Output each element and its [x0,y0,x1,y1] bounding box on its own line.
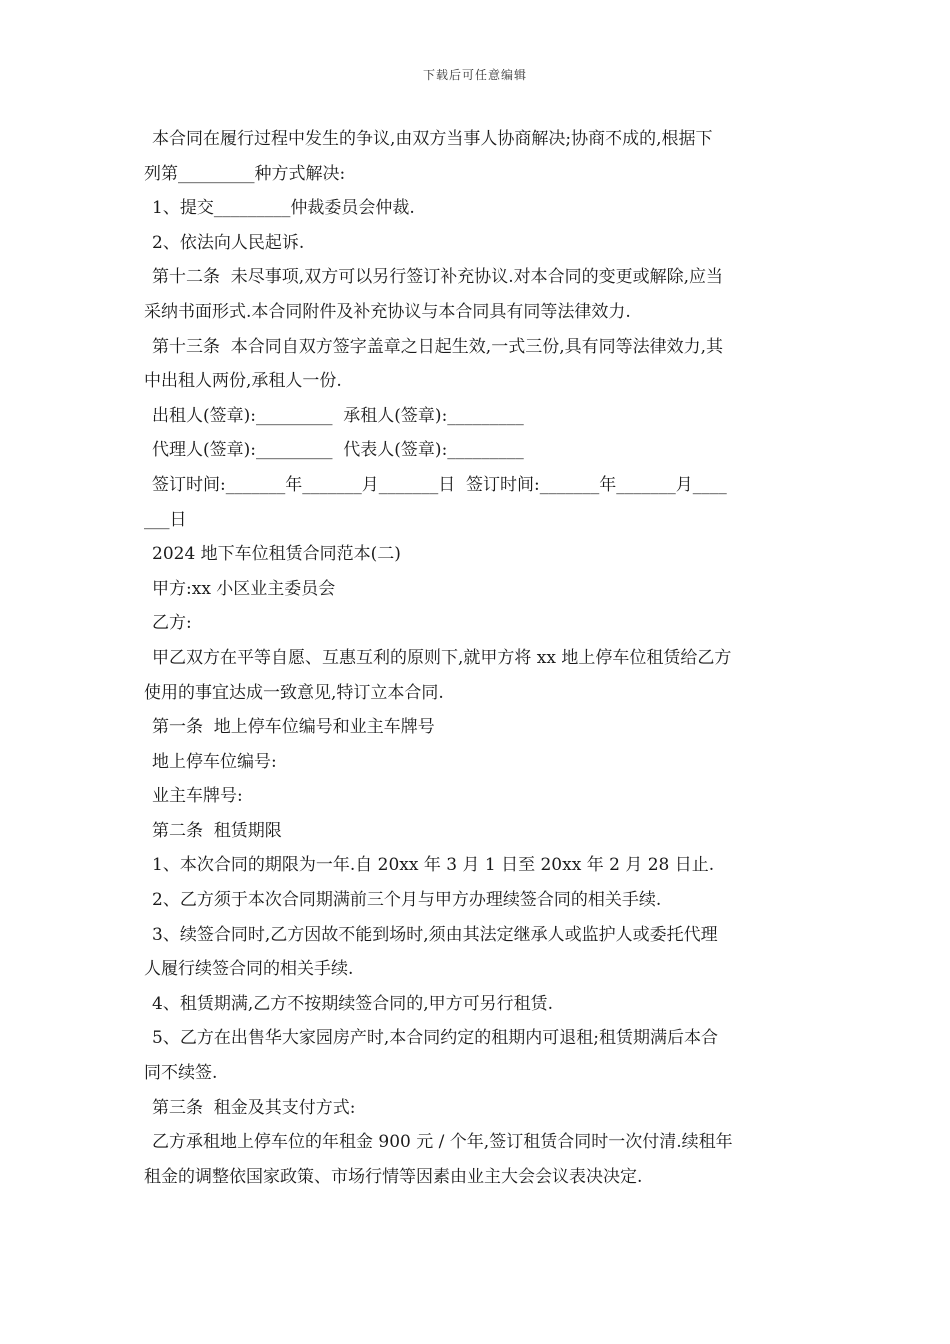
text-line: 4、租赁期满,乙方不按期续签合同的,甲方可另行租赁. [152,993,554,1014]
text-line: 业主车牌号: [152,786,243,807]
text-line: 第一条 地上停车位编号和业主车牌号 [152,717,435,738]
text-line: 2024 地下车位租赁合同范本(二) [152,544,401,565]
text-line: 签订时间:_______年_______月_______日 签订时间:_______年_______月____ [152,474,727,495]
text-line: 3、续签合同时,乙方因故不能到场时,须由其法定继承人或监护人或委托代理 [152,924,718,945]
text-line: ___日 [144,509,187,530]
text-line: 第三条 租金及其支付方式: [152,1097,356,1118]
document-body [144,122,809,1194]
text-line: 5、乙方在出售华大家园房产时,本合同约定的租期内可退租;租赁期满后本合 [152,1028,718,1049]
text-line: 1、提交_________仲裁委员会仲裁. [152,198,415,219]
text-line: 第十三条 本合同自双方签字盖章之日起生效,一式三份,具有同等法律效力,其 [152,336,724,357]
text-line: 列第_________种方式解决: [144,163,346,184]
text-line: 乙方承租地上停车位的年租金 900 元 / 个年,签订租赁合同时一次付清.续租年 [152,1132,733,1153]
text-line: 使用的事宜达成一致意见,特订立本合同. [144,682,444,703]
text-line: 2、乙方须于本次合同期满前三个月与甲方办理续签合同的相关手续. [152,890,662,911]
text-line: 1、本次合同的期限为一年.自 20xx 年 3 月 1 日至 20xx 年 2 月 28 日止. [152,855,715,876]
text-line: 第十二条 未尽事项,双方可以另行签订补充协议.对本合同的变更或解除,应当 [152,267,724,288]
text-line: 同不续签. [144,1063,218,1084]
text-line: 租金的调整依国家政策、市场行情等因素由业主大会会议表决决定. [144,1166,643,1187]
text-line: 人履行续签合同的相关手续. [144,959,354,980]
header-note: 下载后可任意编辑 [422,68,527,82]
text-line: 第二条 租赁期限 [152,820,282,841]
text-line: 出租人(签章):_________ 承租人(签章):_________ [152,405,524,426]
text-line: 代理人(签章):_________ 代表人(签章):_________ [152,440,524,461]
text-line: 甲方:xx 小区业主委员会 [152,578,336,599]
text-line: 本合同在履行过程中发生的争议,由双方当事人协商解决;协商不成的,根据下 [152,129,713,149]
text-line: 2、依法向人民起诉. [152,232,305,253]
text-line: 乙方: [152,613,192,634]
text-line: 甲乙双方在平等自愿、互惠互利的原则下,就甲方将 xx 地上停车位租赁给乙方 [152,647,732,668]
text-line: 中出租人两份,承租人一份. [144,371,342,392]
text-line: 采纳书面形式.本合同附件及补充协议与本合同具有同等法律效力. [144,301,631,322]
text-line: 地上停车位编号: [152,751,277,772]
